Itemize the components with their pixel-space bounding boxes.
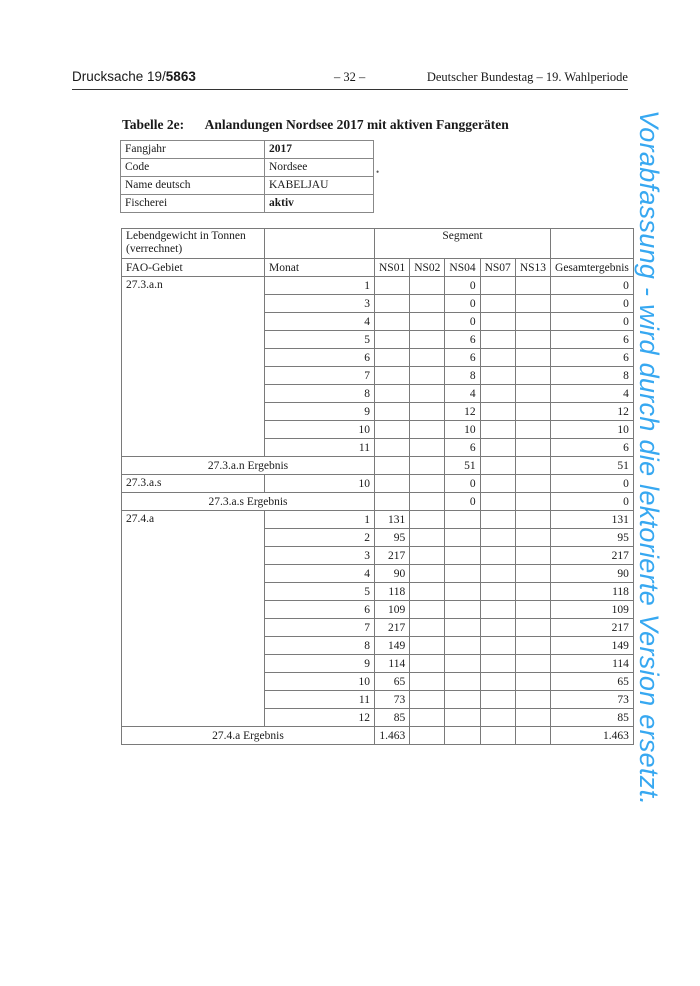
subtotal-value-cell: 1.463 [375,727,410,745]
subtotal-value-cell [515,727,550,745]
segment-value-cell: 95 [375,529,410,547]
total-cell: 4 [551,385,634,403]
segment-value-cell [515,655,550,673]
subtotal-value-cell [480,457,515,475]
month-cell: 10 [265,673,375,691]
segment-value-cell [515,691,550,709]
table-title [122,117,509,133]
subtotal-value-cell [480,493,515,511]
segment-value-cell [445,511,480,529]
table-row [122,511,634,529]
segment-value-cell [375,313,410,331]
segment-value-cell [480,691,515,709]
total-cell: 12 [551,403,634,421]
weight-header: Lebendgewicht in Tonnen (verrechnet) [122,229,265,259]
segment-value-cell [515,331,550,349]
segment-value-cell [410,637,445,655]
segment-value-cell [410,439,445,457]
segment-value-cell [480,367,515,385]
page-number: – 32 – [334,70,366,84]
segment-value-cell [480,637,515,655]
segment-value-cell: 65 [375,673,410,691]
draft-watermark: Vorabfassung - wird durch die lektorierte Version ersetzt. [634,110,664,806]
segment-value-cell: 4 [445,385,480,403]
document-number-value: 5863 [165,69,196,84]
segment-value-cell [410,709,445,727]
segment-value-cell [480,673,515,691]
segment-value-cell [480,619,515,637]
fao-area-cell: 27.3.a.s [122,475,265,493]
total-cell: 0 [551,295,634,313]
month-cell: 8 [265,637,375,655]
subtotal-row [122,493,634,511]
info-key: Fischerei [121,195,265,213]
total-cell: 6 [551,439,634,457]
subtotal-value-cell [515,457,550,475]
month-cell: 3 [265,547,375,565]
total-cell: 73 [551,691,634,709]
segment-value-cell [480,439,515,457]
info-row [121,159,374,177]
total-cell: 131 [551,511,634,529]
segment-value-cell [480,313,515,331]
segment-value-cell [375,403,410,421]
month-cell: 1 [265,277,375,295]
segment-value-cell [410,277,445,295]
segment-value-cell [515,619,550,637]
total-cell: 10 [551,421,634,439]
subtotal-total-cell: 1.463 [551,727,634,745]
subtotal-total-cell: 51 [551,457,634,475]
total-cell: 0 [551,277,634,295]
subtotal-value-cell [410,493,445,511]
segment-value-cell [445,529,480,547]
segment-value-cell: 109 [375,601,410,619]
segment-value-cell [410,295,445,313]
segment-value-cell [480,403,515,421]
segment-value-cell: 12 [445,403,480,421]
total-cell: 217 [551,547,634,565]
info-value: KABELJAU [265,177,374,195]
month-cell: 4 [265,313,375,331]
table-row [122,475,634,493]
segment-value-cell [515,403,550,421]
segment-value-cell [410,565,445,583]
month-cell: 10 [265,421,375,439]
segment-value-cell: 217 [375,619,410,637]
subtotal-value-cell [410,727,445,745]
segment-value-cell: 85 [375,709,410,727]
empty-header-cell [265,229,375,259]
segment-value-cell [515,529,550,547]
column-header: Monat [265,259,375,277]
column-header: FAO-Gebiet [122,259,265,277]
segment-value-cell [410,367,445,385]
segment-value-cell [410,403,445,421]
subtotal-value-cell [375,493,410,511]
segment-value-cell [515,421,550,439]
month-cell: 6 [265,601,375,619]
column-header: NS02 [410,259,445,277]
segment-value-cell [410,655,445,673]
segment-value-cell [480,277,515,295]
segment-value-cell [445,637,480,655]
segment-value-cell [410,385,445,403]
info-value: Nordsee [265,159,374,177]
segment-value-cell [410,331,445,349]
month-cell: 7 [265,619,375,637]
month-cell: 3 [265,295,375,313]
segment-value-cell [445,655,480,673]
total-cell: 6 [551,331,634,349]
month-cell: 10 [265,475,375,493]
segment-value-cell [375,367,410,385]
subtotal-value-cell: 51 [445,457,480,475]
column-header: NS01 [375,259,410,277]
segment-value-cell [515,385,550,403]
segment-value-cell: 217 [375,547,410,565]
segment-value-cell: 149 [375,637,410,655]
segment-value-cell [515,601,550,619]
segment-value-cell: 118 [375,583,410,601]
document-prefix: Drucksache 19/ [72,69,166,84]
segment-value-cell [515,367,550,385]
table-title-label: Tabelle 2e: [122,117,185,132]
segment-value-cell [445,565,480,583]
segment-value-cell: 6 [445,331,480,349]
column-header: NS13 [515,259,550,277]
segment-value-cell [480,529,515,547]
segment-value-cell [515,511,550,529]
month-cell: 9 [265,403,375,421]
page-header [72,69,628,90]
segment-value-cell [515,547,550,565]
segment-value-cell [410,673,445,691]
segment-value-cell [375,349,410,367]
total-cell: 0 [551,313,634,331]
column-header: NS04 [445,259,480,277]
segment-value-cell [480,547,515,565]
segment-value-cell [515,565,550,583]
segment-value-cell [480,583,515,601]
scan-dot: • [376,167,380,177]
segment-value-cell [445,547,480,565]
segment-value-cell [445,673,480,691]
total-cell: 85 [551,709,634,727]
segment-value-cell [410,511,445,529]
month-cell: 12 [265,709,375,727]
segment-value-cell [445,583,480,601]
table-row [122,277,634,295]
segment-header: Segment [375,229,551,259]
total-cell: 6 [551,349,634,367]
segment-value-cell [410,313,445,331]
subtotal-value-cell [410,457,445,475]
segment-value-cell [445,619,480,637]
total-cell: 217 [551,619,634,637]
month-cell: 5 [265,583,375,601]
segment-value-cell [375,295,410,313]
segment-value-cell [480,385,515,403]
fao-area-cell: 27.4.a [122,511,265,727]
segment-value-cell [445,709,480,727]
total-cell: 149 [551,637,634,655]
segment-value-cell: 0 [445,277,480,295]
month-cell: 4 [265,565,375,583]
segment-value-cell [375,385,410,403]
segment-value-cell [445,601,480,619]
segment-value-cell [515,475,550,493]
segment-value-cell: 73 [375,691,410,709]
segment-value-cell: 6 [445,439,480,457]
info-key: Fangjahr [121,141,265,159]
segment-value-cell [410,583,445,601]
segment-value-cell [515,349,550,367]
month-cell: 8 [265,385,375,403]
segment-value-cell [375,421,410,439]
month-cell: 9 [265,655,375,673]
segment-value-cell [480,421,515,439]
segment-value-cell [515,295,550,313]
segment-value-cell [375,475,410,493]
column-header-row [122,259,634,277]
segment-value-cell [410,601,445,619]
info-value: aktiv [265,195,374,213]
segment-value-cell: 90 [375,565,410,583]
month-cell: 5 [265,331,375,349]
document-number [72,69,196,84]
segment-value-cell [480,655,515,673]
total-cell: 90 [551,565,634,583]
segment-value-cell: 131 [375,511,410,529]
table-title-text: Anlandungen Nordsee 2017 mit aktiven Fanggeräten [204,117,509,132]
subtotal-value-cell: 0 [445,493,480,511]
subtotal-value-cell [515,493,550,511]
segment-value-cell [375,277,410,295]
total-cell: 114 [551,655,634,673]
total-cell: 65 [551,673,634,691]
segment-value-cell [515,277,550,295]
segment-value-cell [515,313,550,331]
segment-value-cell [480,565,515,583]
segment-value-cell [445,691,480,709]
segment-value-cell: 10 [445,421,480,439]
info-table [120,140,374,213]
month-cell: 6 [265,349,375,367]
subtotal-total-cell: 0 [551,493,634,511]
table-header-row-top [122,229,634,259]
info-row [121,141,374,159]
segment-value-cell: 114 [375,655,410,673]
info-row [121,177,374,195]
segment-value-cell [515,637,550,655]
subtotal-value-cell [480,727,515,745]
month-cell: 11 [265,691,375,709]
segment-value-cell [480,709,515,727]
month-cell: 11 [265,439,375,457]
info-key: Name deutsch [121,177,265,195]
segment-value-cell [410,547,445,565]
column-header: Gesamtergebnis [551,259,634,277]
segment-value-cell [515,583,550,601]
subtotal-label: 27.3.a.s Ergebnis [122,493,375,511]
subtotal-row [122,457,634,475]
segment-value-cell [480,511,515,529]
month-cell: 2 [265,529,375,547]
segment-value-cell [410,421,445,439]
segment-value-cell: 0 [445,475,480,493]
subtotal-row [122,727,634,745]
fao-area-cell: 27.3.a.n [122,277,265,457]
info-value: 2017 [265,141,374,159]
segment-value-cell [375,331,410,349]
segment-value-cell [480,601,515,619]
segment-value-cell [515,709,550,727]
segment-value-cell: 0 [445,313,480,331]
info-row [121,195,374,213]
subtotal-value-cell [375,457,410,475]
segment-value-cell [410,691,445,709]
segment-value-cell [410,529,445,547]
total-cell: 0 [551,475,634,493]
landings-table [121,228,634,745]
total-cell: 95 [551,529,634,547]
column-header: NS07 [480,259,515,277]
empty-header-cell [551,229,634,259]
segment-value-cell: 0 [445,295,480,313]
info-key: Code [121,159,265,177]
segment-value-cell [410,349,445,367]
publisher-line: Deutscher Bundestag – 19. Wahlperiode [426,70,628,84]
segment-value-cell [410,475,445,493]
segment-value-cell [515,439,550,457]
segment-value-cell: 8 [445,367,480,385]
total-cell: 8 [551,367,634,385]
segment-value-cell [480,295,515,313]
subtotal-value-cell [445,727,480,745]
segment-value-cell [480,331,515,349]
total-cell: 118 [551,583,634,601]
segment-value-cell [410,619,445,637]
subtotal-label: 27.4.a Ergebnis [122,727,375,745]
month-cell: 1 [265,511,375,529]
month-cell: 7 [265,367,375,385]
subtotal-label: 27.3.a.n Ergebnis [122,457,375,475]
segment-value-cell: 6 [445,349,480,367]
segment-value-cell [375,439,410,457]
segment-value-cell [480,475,515,493]
segment-value-cell [480,349,515,367]
total-cell: 109 [551,601,634,619]
segment-value-cell [515,673,550,691]
